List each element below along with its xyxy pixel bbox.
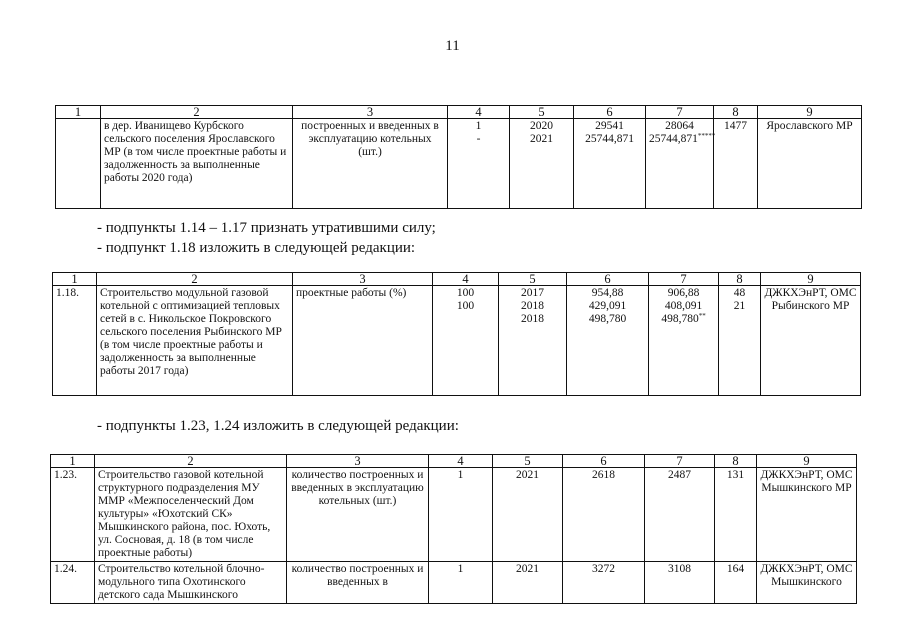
page-number: 11 [445, 38, 460, 54]
indicator-value: 1 [429, 562, 493, 604]
table-row [53, 286, 861, 396]
indicator-value: 1 [429, 468, 493, 562]
column-number-row [56, 106, 862, 119]
col-header: 7 [649, 273, 719, 286]
measure-name: Строительство газовой котельной структурного подразделения МУ ММР «Межпоселенческий Дом культуры» «Юхотский СК» Мышкинского района, пос. Юхоть, ул. Сосновая, д. 18 (в том числе проектные работы) [95, 468, 287, 562]
regional-funding [646, 119, 714, 209]
col-header: 6 [567, 273, 649, 286]
result-indicator: проектные работы (%) [293, 286, 433, 396]
years: 2020 2021 [510, 119, 574, 209]
indicator-value: 1 - [448, 119, 510, 209]
result-indicator: количество построенных и введенных в эксплуатацию котельных (шт.) [287, 468, 429, 562]
col-header: 5 [510, 106, 574, 119]
col-header: 5 [499, 273, 567, 286]
program-table-2 [52, 272, 861, 396]
table-row [51, 468, 857, 562]
col-header: 4 [448, 106, 510, 119]
col-header: 1 [51, 455, 95, 468]
col-header: 2 [95, 455, 287, 468]
col-header: 2 [97, 273, 293, 286]
result-indicator: построенных и введенных в эксплуатацию котельных (шт.) [293, 119, 448, 209]
measure-name: Строительство котельной блочно-модульного типа Охотинского детского сада Мышкинского [95, 562, 287, 604]
col-header: 7 [646, 106, 714, 119]
row-number: 1.24. [51, 562, 95, 604]
table-row [51, 562, 857, 604]
instruction-amend-1-18: - подпункт 1.18 изложить в следующей редакции: [97, 240, 416, 256]
total-funding: 2618 [563, 468, 645, 562]
col-header: 9 [758, 106, 862, 119]
row-number: 1.23. [51, 468, 95, 562]
years: 2017 2018 2018 [499, 286, 567, 396]
column-number-row [51, 455, 857, 468]
local-funding: 1477 [714, 119, 758, 209]
total-funding: 29541 25744,871 [574, 119, 646, 209]
col-header: 2 [101, 106, 293, 119]
program-table-3 [50, 454, 857, 604]
column-number-row [53, 273, 861, 286]
regional-funding-values: 28064 25744,871 [649, 120, 698, 145]
col-header: 3 [293, 273, 433, 286]
indicator-value: 100 100 [433, 286, 499, 396]
col-header: 3 [293, 106, 448, 119]
col-header: 1 [56, 106, 101, 119]
col-header: 6 [574, 106, 646, 119]
executor: Ярославского МР [758, 119, 862, 209]
local-funding: 131 [715, 468, 757, 562]
row-number [56, 119, 101, 209]
col-header: 8 [719, 273, 761, 286]
years: 2021 [493, 468, 563, 562]
years: 2021 [493, 562, 563, 604]
measure-name: Строительство модульной газовой котельной с оптимизацией тепловых сетей в с. Никольское Покровского сельского поселения Рыбинского МР (в том числе проектные работы и задолженность за выполненные работы 2017 года) [97, 286, 293, 396]
row-number: 1.18. [53, 286, 97, 396]
col-header: 8 [715, 455, 757, 468]
regional-funding: 2487 [645, 468, 715, 562]
col-header: 8 [714, 106, 758, 119]
footnote-mark: ***** [697, 132, 716, 140]
executor: ДЖКХЭнРТ, ОМС Мышкинского [757, 562, 857, 604]
local-funding: 164 [715, 562, 757, 604]
col-header: 1 [53, 273, 97, 286]
total-funding: 954,88 429,091 498,780 [567, 286, 649, 396]
result-indicator: количество построенных и введенных в [287, 562, 429, 604]
measure-name: в дер. Иванищево Курбского сельского поселения Ярославского МР (в том числе проектные работы и задолженность за выполненные работы 2020 года) [101, 119, 293, 209]
regional-funding [649, 286, 719, 396]
regional-funding-values: 906,88 408,091 498,780 [661, 287, 703, 325]
col-header: 9 [761, 273, 861, 286]
table-row [56, 119, 862, 209]
executor: ДЖКХЭнРТ, ОМС Рыбинского МР [761, 286, 861, 396]
total-funding: 3272 [563, 562, 645, 604]
executor: ДЖКХЭнРТ, ОМС Мышкинского МР [757, 468, 857, 562]
instruction-invalidate: - подпункты 1.14 – 1.17 признать утратившими силу; [97, 220, 436, 236]
col-header: 5 [493, 455, 563, 468]
local-funding: 48 21 [719, 286, 761, 396]
footnote-mark: ** [698, 312, 706, 320]
regional-funding: 3108 [645, 562, 715, 604]
instruction-amend-1-23-1-24: - подпункты 1.23, 1.24 изложить в следующей редакции: [97, 418, 459, 434]
col-header: 7 [645, 455, 715, 468]
col-header: 9 [757, 455, 857, 468]
col-header: 3 [287, 455, 429, 468]
col-header: 4 [433, 273, 499, 286]
col-header: 6 [563, 455, 645, 468]
col-header: 4 [429, 455, 493, 468]
program-table-1 [55, 105, 862, 209]
